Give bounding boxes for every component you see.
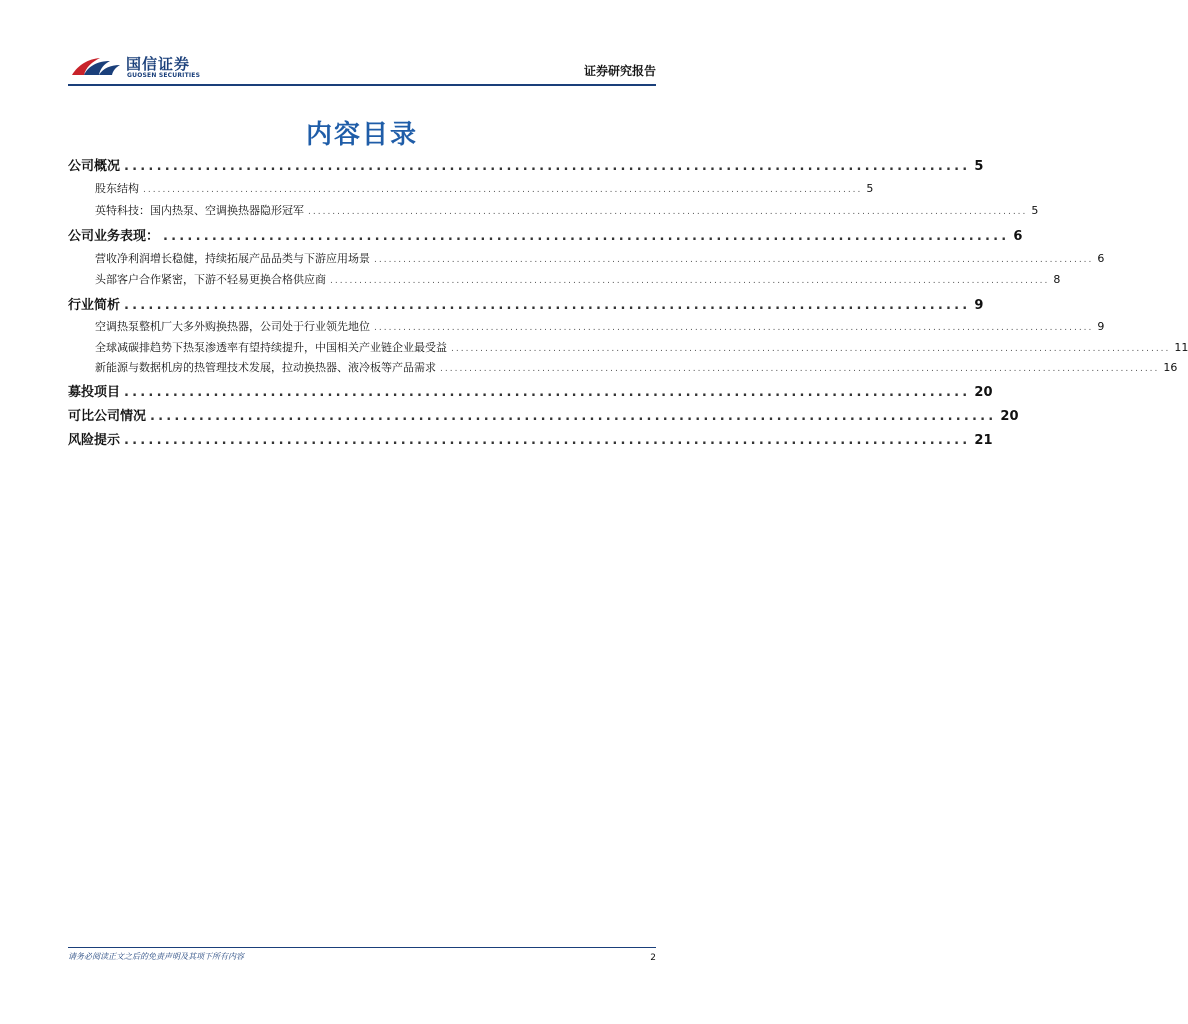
- toc-entry-page: 5: [866, 182, 874, 195]
- toc-leader: ....................................................................................................................................................: [374, 255, 1094, 265]
- toc-entry[interactable]: [95, 359, 1178, 375]
- brand-name-en: GUOSEN SECURITIES: [127, 72, 201, 79]
- guosen-logo: [68, 52, 208, 86]
- toc-entry-label: 英特科技：国内热泵、空调换热器隐形冠军: [95, 204, 304, 217]
- toc-entry-page: 8: [1053, 273, 1061, 286]
- toc-entry-label: 营收净利润增长稳健，持续拓展产品品类与下游应用场景: [95, 252, 370, 265]
- toc-entry-page: 21: [974, 433, 993, 448]
- toc-entry[interactable]: [68, 405, 1019, 424]
- toc-entry[interactable]: [95, 318, 1105, 334]
- toc-leader: ....................................................................................................................................................: [451, 344, 1171, 354]
- toc-entry-page: 9: [974, 298, 984, 313]
- footer-disclaimer: 请务必阅读正文之后的免责声明及其项下所有内容: [68, 952, 244, 961]
- toc-entry-label: 新能源与数据机房的热管理技术发展，拉动换热器、液冷板等产品需求: [95, 361, 436, 374]
- toc-entry-label: 全球减碳排趋势下热泵渗透率有望持续提升，中国相关产业链企业最受益: [95, 341, 447, 354]
- toc-entry-label: 头部客户合作紧密，下游不轻易更换合格供应商: [95, 273, 326, 286]
- toc-entry-label: 风险提示: [68, 433, 121, 448]
- toc-leader: ........................................................................................................: [124, 159, 971, 174]
- toc-entry-page: 6: [1013, 229, 1023, 244]
- toc-leader: ........................................................................................................: [124, 433, 971, 448]
- toc-leader: ....................................................................................................................................................: [308, 207, 1028, 217]
- toc-entry-page: 20: [1000, 409, 1019, 424]
- toc-leader: ....................................................................................................................................................: [330, 276, 1050, 286]
- page-number: 2: [650, 953, 656, 963]
- toc-entry-label: 募投项目: [68, 385, 121, 400]
- toc-entry-label: 行业简析: [68, 298, 121, 313]
- toc-entry-page: 5: [1031, 204, 1039, 217]
- report-type: 证券研究报告: [583, 64, 656, 78]
- toc-entry-label: 空调热泵整机厂大多外购换热器，公司处于行业领先地位: [95, 320, 370, 333]
- toc-entry[interactable]: [95, 271, 1061, 287]
- toc-entry[interactable]: [95, 180, 874, 196]
- toc-entry[interactable]: [95, 202, 1039, 218]
- toc-leader: ........................................................................................................: [124, 385, 971, 400]
- toc-leader: ....................................................................................................................................................: [143, 185, 863, 195]
- header-divider: [68, 84, 656, 86]
- toc-title: 内容目录: [305, 120, 418, 150]
- toc-entry[interactable]: [68, 381, 993, 400]
- toc-entry-page: 16: [1163, 361, 1178, 374]
- toc-entry-page: 20: [974, 385, 993, 400]
- brand-name-cn: 国信证券: [126, 55, 191, 73]
- toc-leader: ....................................................................................................................................................: [440, 364, 1160, 374]
- toc-entry[interactable]: [68, 429, 993, 448]
- toc-entry[interactable]: [68, 225, 1023, 244]
- toc-entry-label: 公司业务表现：: [68, 229, 160, 244]
- toc-entry[interactable]: [68, 155, 984, 174]
- toc-entry-page: 11: [1174, 341, 1188, 354]
- toc-entry[interactable]: [68, 294, 984, 313]
- page-header: [68, 52, 656, 86]
- toc-entry-page: 5: [974, 159, 984, 174]
- toc-entry[interactable]: [95, 339, 1188, 355]
- toc-leader: ........................................................................................................: [150, 409, 997, 424]
- toc-entry[interactable]: [95, 250, 1105, 266]
- toc-entry-page: 6: [1097, 252, 1105, 265]
- toc-leader: ....................................................................................................................................................: [374, 323, 1094, 333]
- toc-entry-label: 股东结构: [95, 182, 139, 195]
- footer-divider: [68, 947, 656, 948]
- toc-entry-label: 可比公司情况: [68, 409, 147, 424]
- toc-leader: ........................................................................................................: [163, 229, 1010, 244]
- toc-entry-page: 9: [1097, 320, 1105, 333]
- guosen-logo-mark-icon: [70, 55, 122, 81]
- toc-leader: ........................................................................................................: [124, 298, 971, 313]
- toc-entry-label: 公司概况: [68, 159, 121, 174]
